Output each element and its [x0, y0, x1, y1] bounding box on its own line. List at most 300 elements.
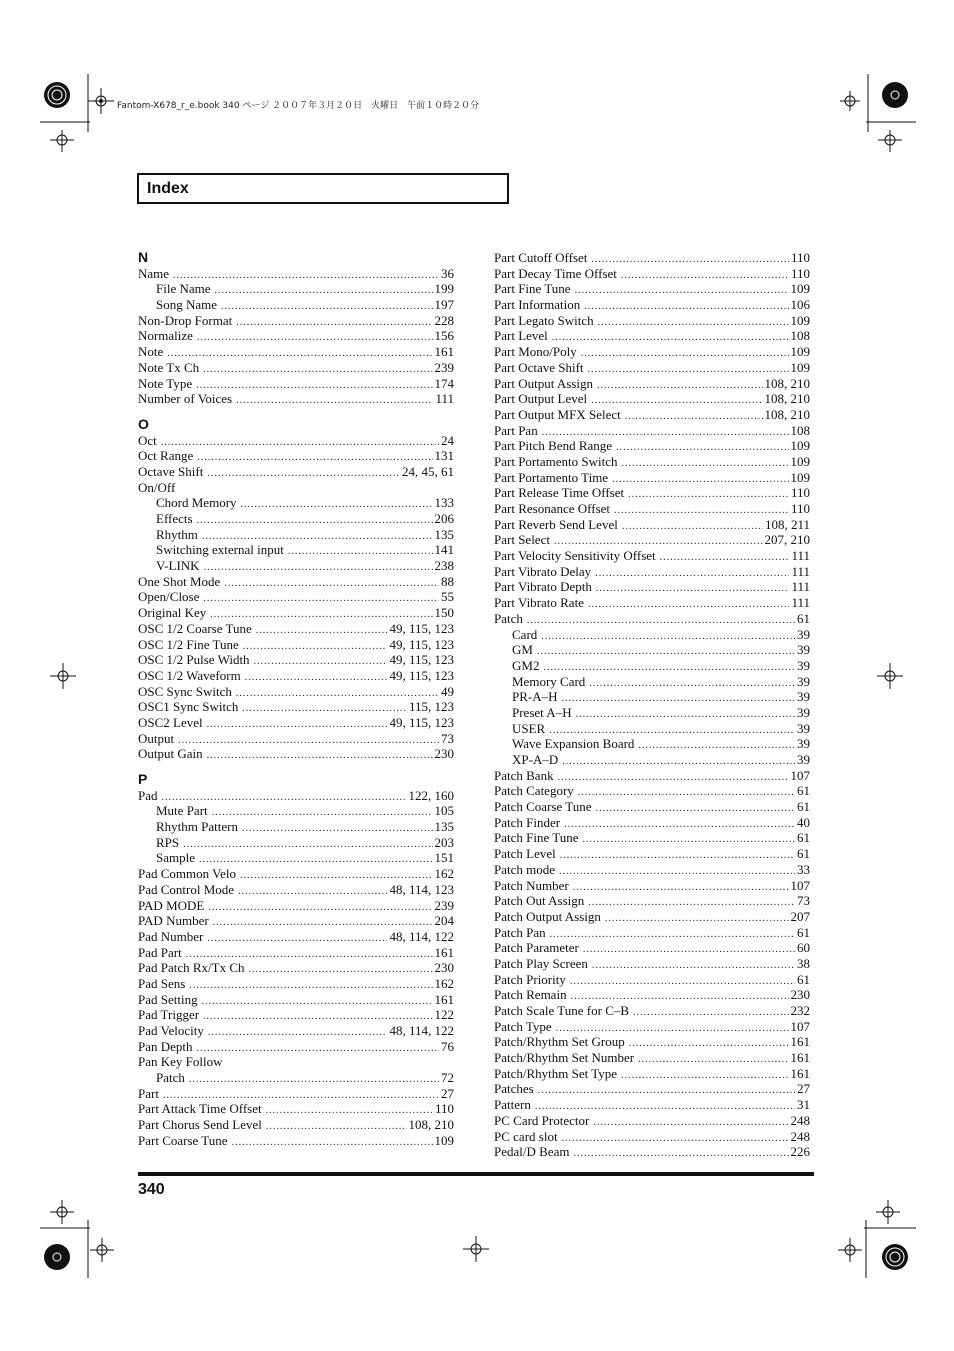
dot-leader [178, 733, 439, 749]
index-entry-label: Normalize [138, 328, 193, 344]
index-entry-page: 109 [790, 312, 810, 328]
index-subentry [138, 803, 454, 819]
index-entry-page: 39 [797, 736, 810, 752]
index-entry [494, 297, 810, 313]
index-entry [494, 925, 810, 941]
index-entry [138, 605, 454, 621]
index-entry-page: 108, 210 [408, 1117, 454, 1133]
index-subentry [138, 558, 454, 574]
index-entry [494, 423, 810, 439]
index-entry-label: PR-A–H [512, 689, 558, 705]
index-subentry [138, 542, 454, 558]
index-entry-label: Part Coarse Tune [138, 1132, 228, 1148]
index-entry-page: 141 [434, 542, 454, 558]
index-entry-page: 162 [434, 975, 454, 991]
index-entry-page: 39 [797, 689, 810, 705]
crosshair-mark-top-left-icon [88, 88, 114, 114]
dot-leader [241, 497, 433, 513]
index-subentry [494, 689, 810, 705]
index-entry-page: 135 [434, 819, 454, 835]
index-entry-page: 111 [791, 563, 810, 579]
index-entry-page: 27 [797, 1081, 810, 1097]
index-entry-label: V-LINK [156, 558, 200, 574]
index-entry-label: Part Pan [494, 422, 538, 438]
index-entry-page: 61 [797, 783, 810, 799]
index-entry-label: Pad Patch Rx/Tx Ch [138, 960, 245, 976]
index-entry-label: Patch [494, 610, 523, 626]
dot-leader [573, 880, 789, 896]
index-subentry [138, 297, 454, 313]
index-entry-label: Pad Sens [138, 975, 186, 991]
index-entry-page: 161 [434, 991, 454, 1007]
index-entry-page: 228 [434, 312, 454, 328]
dot-leader [197, 450, 432, 466]
index-entry-page: 110 [790, 265, 810, 281]
dot-leader [189, 1072, 439, 1088]
index-entry-page: 108, 210 [764, 391, 810, 407]
index-entry-label: Part [138, 1085, 159, 1101]
dot-leader [589, 676, 795, 692]
index-column-right [494, 250, 810, 1160]
index-entry [494, 909, 810, 925]
dot-leader [254, 654, 388, 670]
index-entry-label: Patch/Rhythm Set Group [494, 1034, 625, 1050]
index-entry-page: 49, 115, 123 [389, 667, 454, 683]
index-entry [138, 945, 454, 961]
index-entry-label: Pad Common Velo [138, 866, 236, 882]
index-entry [494, 266, 810, 282]
index-entry-page: 39 [797, 704, 810, 720]
index-entry [494, 328, 810, 344]
index-entry [494, 1097, 810, 1113]
index-entry-label: Patch [156, 1070, 185, 1086]
section-title: Index [147, 180, 189, 197]
index-entry-page: 107 [790, 767, 810, 783]
dot-leader [562, 691, 795, 707]
index-entry-page: 39 [797, 673, 810, 689]
index-entry-label: Patch Remain [494, 987, 567, 1003]
index-entry-page: 49, 115, 123 [389, 636, 454, 652]
index-entry-label: Note Type [138, 375, 193, 391]
index-entry [494, 1019, 810, 1035]
index-entry-label: Part Octave Shift [494, 359, 584, 375]
index-entry [494, 281, 810, 297]
index-entry-label: Patches [494, 1081, 534, 1097]
index-entry-page: 109 [790, 359, 810, 375]
index-entry-page: 39 [797, 657, 810, 673]
index-entry-label: Patch/Rhythm Set Number [494, 1050, 635, 1066]
index-entry-label: OSC 1/2 Fine Tune [138, 636, 239, 652]
index-entry [494, 1034, 810, 1050]
index-entry-page: 107 [790, 877, 810, 893]
index-entry-label: Part Vibrato Depth [494, 579, 592, 595]
registration-mark-bottom-right-icon [836, 1198, 916, 1278]
index-entry [494, 830, 810, 846]
index-entry-label: Part Portamento Time [494, 469, 609, 485]
index-entry-label: GM2 [512, 657, 540, 673]
index-subentry [494, 752, 810, 768]
index-entry [494, 1113, 810, 1129]
index-entry-page: 110 [790, 501, 810, 516]
section-title-box [137, 173, 509, 204]
index-entry-label: Name [138, 265, 170, 281]
dot-leader [596, 801, 796, 817]
dot-leader [621, 268, 789, 284]
index-entry-label: Part Pitch Bend Range [494, 438, 613, 454]
index-entry-page: 109 [790, 453, 810, 469]
index-entry [494, 438, 810, 454]
dot-leader [597, 378, 763, 394]
index-entry-label: Patch Output Assign [494, 908, 601, 924]
index-entry-label: Switching external input [156, 542, 284, 558]
index-entry-label: Sample [156, 850, 195, 866]
index-entry-page: 206 [434, 511, 454, 526]
dot-leader [249, 962, 433, 978]
index-entry-label: Patch/Rhythm Set Type [494, 1065, 618, 1081]
dot-leader [537, 644, 795, 660]
index-subentry [138, 835, 454, 851]
registration-mark-top-left-icon [40, 74, 110, 154]
index-entry-label: File Name [156, 281, 211, 297]
index-entry-page: 76 [441, 1038, 454, 1054]
index-entry-label: Rhythm [156, 526, 198, 542]
index-entry [138, 1039, 454, 1055]
index-entry-page: 48, 114, 122 [389, 928, 454, 944]
page-number: 340 [138, 1181, 165, 1198]
dot-leader [203, 362, 432, 378]
dot-leader [183, 837, 432, 853]
index-entry-label: Pattern [494, 1097, 531, 1113]
index-entry [138, 929, 454, 945]
dot-leader [550, 927, 795, 943]
index-entry-page: 39 [797, 720, 810, 736]
index-entry [138, 652, 454, 668]
index-entry-label: PC card slot [494, 1128, 558, 1144]
index-entry-label: One Shot Mode [138, 573, 221, 589]
index-entry-label: Octave Shift [138, 463, 204, 479]
index-entry [138, 715, 454, 731]
index-entry-label: Memory Card [512, 673, 586, 689]
index-entry-page: 110 [434, 1101, 454, 1117]
index-entry-label: Part Portamento Switch [494, 453, 618, 469]
index-entry-page: 232 [790, 1003, 810, 1018]
index-entry-label: Pan Depth [138, 1038, 193, 1054]
index-entry-label: Part Chorus Send Level [138, 1117, 262, 1133]
index-entry-label: Patch mode [494, 861, 556, 877]
index-subentry [494, 721, 810, 737]
index-entry [138, 637, 454, 653]
dot-leader [197, 330, 433, 346]
index-entry-page: 73 [797, 893, 810, 909]
index-entry-page: 36 [441, 265, 454, 281]
index-entry-label: Output [138, 730, 175, 746]
index-entry [494, 344, 810, 360]
dot-leader [575, 283, 789, 299]
index-entry-label: Open/Close [138, 589, 200, 605]
dot-leader [161, 435, 439, 451]
index-entry [494, 579, 810, 595]
index-entry [494, 783, 810, 799]
index-entry-page: 110 [790, 250, 810, 265]
index-entry-page: 24 [441, 432, 454, 448]
index-letter-heading: P [138, 771, 148, 787]
index-entry-label: OSC Sync Switch [138, 683, 232, 699]
index-entry-page: 109 [790, 438, 810, 454]
dot-leader [633, 1005, 788, 1021]
index-subentry [138, 1070, 454, 1086]
index-entry-page: 61 [797, 610, 810, 626]
index-entry [494, 940, 810, 956]
index-entry-page: 161 [790, 1034, 810, 1050]
index-letter-heading: O [138, 415, 149, 432]
dot-leader [256, 623, 388, 639]
dot-leader [558, 770, 789, 786]
index-entry [138, 464, 454, 480]
dot-leader [167, 346, 432, 362]
index-entry-page: 174 [434, 375, 454, 391]
dot-leader [204, 560, 433, 576]
index-entry-page: 72 [441, 1070, 454, 1086]
index-entry-label: Part Output MFX Select [494, 406, 621, 422]
index-entry-page: 24, 45, 61 [402, 463, 454, 479]
index-entry-label: Mute Part [156, 803, 208, 819]
index-entry-page: 110 [790, 485, 810, 501]
index-entry-page: 108, 211 [764, 516, 810, 532]
index-entry-page: 108, 210 [764, 375, 810, 391]
index-entry-page: 105 [434, 803, 454, 819]
index-entry-label: Song Name [156, 297, 218, 313]
index-entry [494, 1144, 810, 1160]
index-entry-label: Part Vibrato Rate [494, 595, 584, 611]
index-entry-page: 204 [434, 913, 454, 929]
dot-leader [559, 864, 795, 880]
index-entry-label: Patch Bank [494, 767, 554, 783]
index-entry [494, 1050, 810, 1066]
dot-leader [660, 550, 790, 566]
index-entry-label: Part Attack Time Offset [138, 1101, 262, 1117]
index-entry-page: 38 [797, 955, 810, 971]
index-entry-page: 161 [434, 344, 454, 360]
index-entry [494, 846, 810, 862]
index-entry-label: Patch Category [494, 783, 574, 799]
index-entry [494, 454, 810, 470]
footer-rule [138, 1172, 814, 1176]
dot-leader [592, 958, 795, 974]
index-entry [138, 992, 454, 1008]
dot-leader [197, 1041, 439, 1057]
index-entry-label: Part Velocity Sensitivity Offset [494, 548, 656, 564]
index-subentry [494, 627, 810, 643]
index-entry-page: 131 [434, 448, 454, 464]
index-entry-page: 39 [797, 626, 810, 642]
dot-leader [598, 315, 789, 331]
index-entry [138, 1023, 454, 1039]
dot-leader [578, 785, 795, 801]
index-entry-label: Effects [156, 511, 193, 526]
dot-leader [538, 1083, 795, 1099]
index-entry-page: 111 [435, 391, 454, 407]
dot-leader [288, 544, 433, 560]
index-entry [494, 815, 810, 831]
dot-leader [208, 900, 432, 916]
index-entry [494, 1066, 810, 1082]
dot-leader [207, 748, 433, 764]
index-subentry [494, 705, 810, 721]
index-entry-label: Oct [138, 432, 157, 448]
index-entry [494, 1081, 810, 1097]
print-header-line: Fantom-X678_r_e.book 340 ページ ２００７年３月２０日 火曜日 午前１０時２０分 [117, 101, 480, 111]
index-entry [138, 344, 454, 360]
index-entry-label: Note [138, 344, 164, 360]
index-entry [138, 1007, 454, 1023]
index-entry [138, 746, 454, 762]
dot-leader [232, 1135, 433, 1151]
index-entry-label: Preset A–H [512, 704, 572, 720]
index-entry [494, 517, 810, 533]
index-entry [138, 589, 454, 605]
index-entry-label: Pad Trigger [138, 1007, 200, 1023]
index-entry [138, 360, 454, 376]
dot-leader [562, 1131, 789, 1147]
dot-leader [541, 629, 795, 645]
index-entry [494, 391, 810, 407]
index-entry-label: Pad Number [138, 928, 204, 944]
index-entry [138, 621, 454, 637]
index-entry [494, 250, 810, 266]
index-entry-label: Non-Drop Format [138, 312, 233, 328]
dot-leader [203, 591, 439, 607]
index-entry-label: Part Legato Switch [494, 312, 594, 328]
index-entry-page: 31 [797, 1097, 810, 1113]
index-entry [138, 976, 454, 992]
index-entry-label: XP-A–D [512, 752, 559, 767]
dot-leader [202, 994, 433, 1010]
index-entry-page: 108 [790, 328, 810, 344]
dot-leader [588, 362, 789, 378]
index-entry-label: Part Information [494, 297, 581, 313]
index-entry-page: 133 [434, 495, 454, 511]
index-entry-page: 151 [434, 850, 454, 866]
index-entry [138, 448, 454, 464]
dot-leader [591, 252, 789, 268]
index-entry-page: 238 [434, 558, 454, 574]
index-entry-label: Output Gain [138, 746, 203, 762]
index-entry-page: 109 [790, 281, 810, 297]
dot-leader [570, 974, 795, 990]
index-entry-label: Patch Finder [494, 814, 561, 830]
index-entry-page: 109 [790, 469, 810, 485]
index-entry-page: 161 [434, 944, 454, 960]
index-entry-page: 108 [790, 422, 810, 438]
index-entry [494, 768, 810, 784]
index-entry-label: OSC2 Level [138, 714, 203, 730]
index-subentry [138, 850, 454, 866]
index-entry-label: Patch Type [494, 1018, 552, 1034]
index-subentry [138, 819, 454, 835]
dot-leader [616, 440, 788, 456]
index-subentry [138, 281, 454, 297]
index-entry-label: Pad Velocity [138, 1023, 204, 1038]
index-entry-label: Note Tx Ch [138, 359, 200, 375]
index-entry-label: Number of Voices [138, 391, 233, 407]
index-entry-label: Part Vibrato Delay [494, 563, 592, 579]
index-entry-label: RPS [156, 834, 180, 850]
index-entry-page: 207, 210 [764, 532, 810, 548]
dot-leader [266, 1119, 407, 1135]
crosshair-mark-mid-right-icon [877, 663, 903, 689]
index-entry [138, 866, 454, 882]
index-entry-label: OSC 1/2 Waveform [138, 667, 241, 683]
index-entry [138, 328, 454, 344]
index-entry [494, 972, 810, 988]
index-entry-page: 40 [797, 814, 810, 830]
index-entry-label: Part Select [494, 532, 550, 548]
dot-leader [605, 911, 789, 927]
index-entry-label: Pad Setting [138, 991, 198, 1007]
index-entry [494, 878, 810, 894]
index-entry-label: Part Level [494, 328, 548, 344]
index-entry-label: Part Cutoff Offset [494, 250, 588, 265]
index-entry-label: Wave Expansion Board [512, 736, 635, 752]
index-entry-page: 197 [434, 297, 454, 313]
dot-leader [236, 393, 433, 409]
dot-leader [584, 299, 788, 315]
dot-leader [595, 566, 789, 582]
index-entry-page: 49, 115, 123 [389, 652, 454, 668]
index-entry-label: Patch Out Assign [494, 893, 585, 909]
index-entry-page: 106 [790, 297, 810, 313]
index-entry [494, 611, 810, 627]
index-entry [138, 684, 454, 700]
index-entry-page: 55 [441, 589, 454, 605]
dot-leader [189, 978, 432, 994]
index-entry [494, 595, 810, 611]
index-entry [138, 1117, 454, 1133]
index-entry-page: 61 [797, 799, 810, 815]
dot-leader [224, 576, 439, 592]
index-entry-label: Pad [138, 787, 158, 803]
index-entry [138, 668, 454, 684]
index-entry [138, 480, 454, 496]
dot-leader [212, 805, 433, 821]
index-entry-page: 49, 115, 123 [389, 714, 454, 730]
registration-mark-top-right-icon [840, 74, 916, 154]
index-entry-label: Pan Key Follow [138, 1054, 223, 1070]
index-entry-page: 48, 114, 122 [389, 1023, 454, 1038]
index-entry [494, 987, 810, 1003]
index-entry-page: 49 [441, 683, 454, 699]
index-entry-label: Pedal/D Beam [494, 1144, 570, 1160]
index-entry-label: Patch Pan [494, 924, 546, 940]
index-entry-label: Patch Fine Tune [494, 830, 579, 846]
dot-leader [576, 707, 795, 723]
dot-leader [242, 701, 407, 717]
dot-leader [628, 487, 789, 503]
index-entry-page: 108, 210 [764, 406, 810, 422]
dot-leader [588, 895, 795, 911]
index-subentry [494, 642, 810, 658]
index-entry-page: 230 [434, 960, 454, 976]
index-entry-page: 230 [790, 987, 810, 1003]
index-entry [494, 360, 810, 376]
index-entry-page: 33 [797, 861, 810, 877]
index-entry-page: 111 [791, 579, 810, 595]
index-entry-page: 60 [797, 940, 810, 956]
index-entry-label: Part Fine Tune [494, 281, 571, 297]
index-entry [494, 470, 810, 486]
index-entry [138, 376, 454, 392]
index-entry-label: Part Output Level [494, 391, 588, 407]
